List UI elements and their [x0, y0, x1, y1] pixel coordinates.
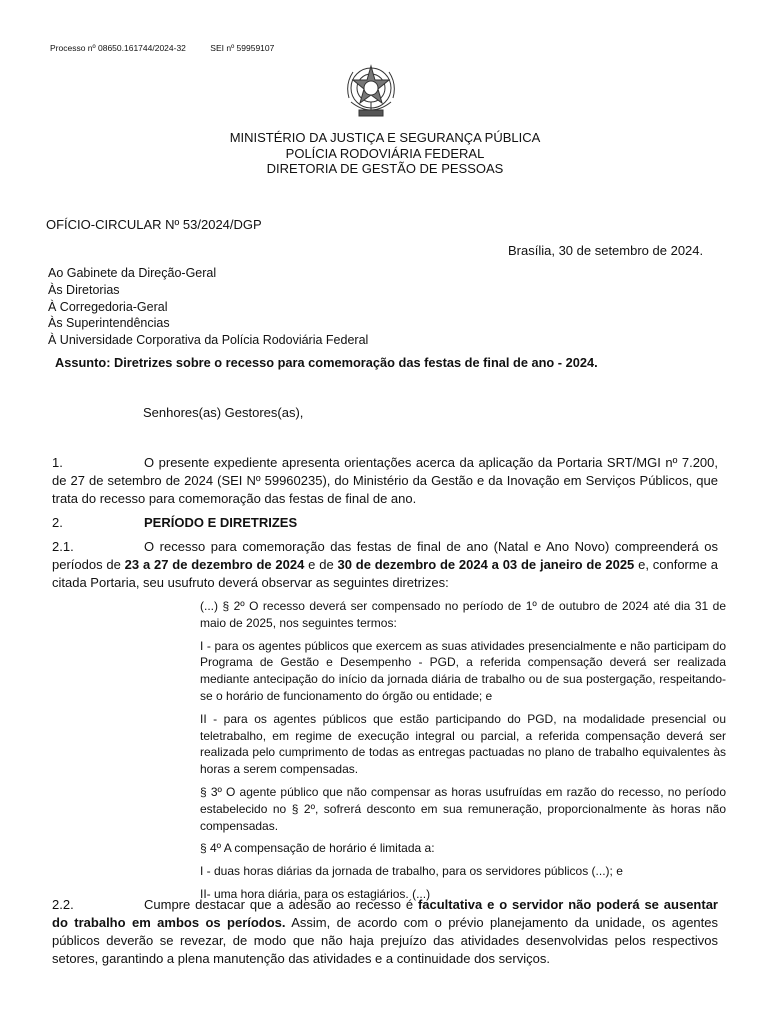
bold-period-1: 23 a 27 de dezembro de 2024 — [124, 557, 305, 572]
addressee: Às Diretorias — [48, 282, 120, 297]
paragraph-number: 2.2. — [52, 897, 74, 912]
salutation: Senhores(as) Gestores(as), — [143, 405, 304, 420]
paragraph-2-2 — [52, 896, 718, 968]
quote-paragraph: I - duas horas diárias da jornada de trabalho, para os servidores públicos (...); e — [200, 864, 623, 879]
addressee: À Universidade Corporativa da Polícia Rodoviária Federal — [48, 333, 369, 348]
quote-paragraph: (...) § 2º O recesso deverá ser compensado no período de 1º de outubro de 2024 até dia 31 de maio de 2025, nos seguintes termos: — [200, 599, 726, 630]
quote-paragraph: II - para os agentes públicos que estão participando do PGD, na modalidade presencial ou teletrabalho, em regime de execução integral ou parcial, a referida compensação deverá ser realizada pelo cumprimento de todas as entregas pactuadas no plano de trabalho equivalentes às horas a serem compensadas. — [200, 711, 726, 777]
subject-line: Assunto: Diretrizes sobre o recesso para comemoração das festas de final de ano - 2024. — [55, 355, 598, 370]
ministry-name: MINISTÉRIO DA JUSTIÇA E SEGURANÇA PÚBLICA — [229, 130, 541, 145]
paragraph-2-1 — [52, 538, 718, 592]
section-number: 2. — [52, 515, 63, 530]
paragraph-1 — [52, 454, 718, 508]
addressee: Ao Gabinete da Direção-Geral — [48, 266, 217, 280]
quote-paragraph: § 4º A compensação de horário é limitada a: — [200, 841, 435, 856]
coat-of-arms-icon — [343, 58, 399, 124]
document-date: Brasília, 30 de setembro de 2024. — [508, 243, 704, 258]
sei-number: SEI nº 59959107 — [210, 43, 275, 53]
quote-paragraph: II- uma hora diária, para os estagiários. (...) — [200, 886, 431, 901]
quote-paragraph: § 3º O agente público que não compensar as horas usufruídas em razão do recesso, no período estabelecido no § 2º, sofrerá desconto em sua remuneração, proporcionalmente às horas não compensadas. — [200, 784, 726, 833]
bold-period-2: 30 de dezembro de 2024 a 03 de janeiro de 2025 — [337, 557, 635, 572]
addressee: Às Superintendências — [48, 316, 170, 331]
addressee-list — [48, 265, 368, 349]
police-name: POLÍCIA RODOVIÁRIA FEDERAL — [285, 145, 485, 161]
paragraph-text: Cumpre destacar que a adesão ao recesso é — [144, 897, 418, 912]
document-header-meta — [50, 43, 296, 53]
section-title: PERÍODO E DIRETRIZES — [144, 515, 298, 530]
quote-paragraph: I - para os agentes públicos que exercem as suas atividades presencialmente e não participam do Programa de Gestão e Desempenho - PGD, a referida compensação deverá ser realizada mediante antecipação do início da jornada diária de trabalho ou de sua postergação, respeitando-se o horário de funcionamento do órgão ou entidade; e — [200, 638, 726, 703]
paragraph-number: 2.1. — [52, 539, 74, 554]
paragraph-text: O recesso para comemoração das festas de final de ano (Natal e Ano Novo) compreenderá os períodos de — [52, 539, 718, 572]
paragraph-text: O presente expediente apresenta orientações acerca da aplicação da Portaria SRT/MGI nº 7.200, de 27 de setembro de 2024 (SEI Nº 59960235), do Ministério da Gestão e da Inovação em Serviços Públicos, que trata do recesso para comemoração das festas de final de ano. — [52, 455, 718, 506]
paragraph-text: Assim, de acordo com o prévio planejamento da unidade, os agentes públicos deverão se revezar, de modo que não haja prejuízo das atividades desenvolvidas pelos respectivos setores, garantindo a plena manutenção das atividades e a continuidade dos serviços. — [52, 915, 718, 966]
paragraph-number: 1. — [52, 455, 63, 470]
processo-number: Processo nº 08650.161744/2024-32 — [50, 43, 186, 53]
section-2-heading — [52, 514, 718, 532]
paragraph-text: e, conforme a citada Portaria, seu usufruto deverá observar as seguintes diretrizes: — [52, 557, 718, 590]
bold-notice: facultativa e o servidor não poderá se ausentar do trabalho em ambos os períodos. — [52, 897, 718, 930]
quoted-ordinance — [200, 598, 726, 909]
directorate-name: DIRETORIA DE GESTÃO DE PESSOAS — [266, 161, 504, 176]
oficio-number: OFÍCIO-CIRCULAR Nº 53/2024/DGP — [46, 217, 262, 232]
paragraph-text: e de — [304, 557, 338, 572]
addressee: À Corregedoria-Geral — [48, 299, 168, 314]
institution-heading — [0, 130, 768, 177]
